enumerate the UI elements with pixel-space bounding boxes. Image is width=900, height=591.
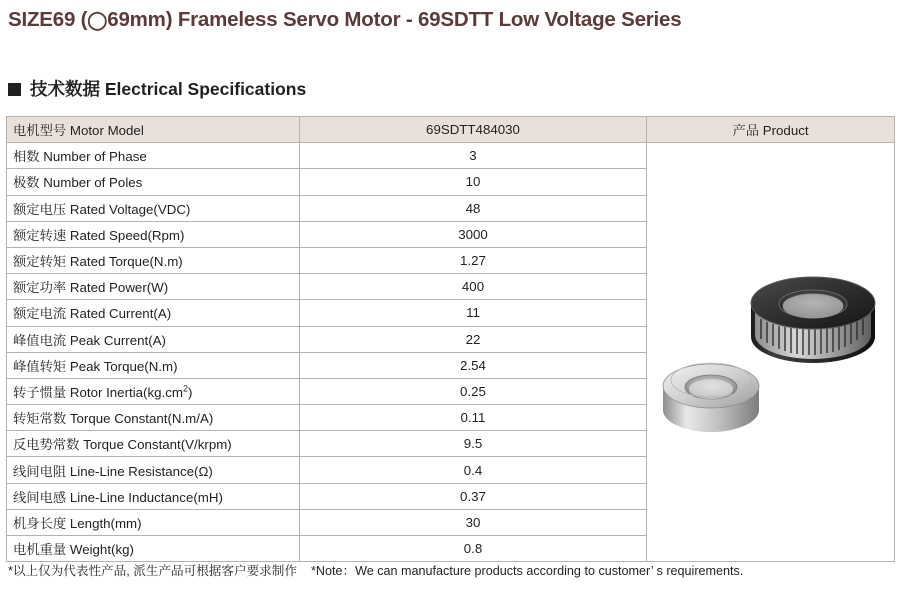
row-value: 0.25 xyxy=(300,378,647,404)
row-label: 额定转速 Rated Speed(Rpm) xyxy=(7,221,300,247)
row-value: 400 xyxy=(300,274,647,300)
footnote-chinese: *以上仅为代表性产品, 派生产品可根据客户要求制作 xyxy=(8,564,297,578)
page-title-prefix: SIZE69 ( xyxy=(8,8,88,31)
square-bullet-icon xyxy=(8,83,21,96)
footnote xyxy=(8,560,743,579)
row-label: 电机重量 Weight(kg) xyxy=(7,536,300,562)
row-value: 3000 xyxy=(300,221,647,247)
row-value: 48 xyxy=(300,195,647,221)
section-heading xyxy=(8,76,306,101)
product-illustration xyxy=(647,143,893,561)
row-label: 峰值转矩 Peak Torque(N.m) xyxy=(7,352,300,378)
row-value: 10 xyxy=(300,169,647,195)
small-rotor-ring-image xyxy=(659,358,763,444)
circle-symbol-icon: ◯ xyxy=(87,10,108,30)
row-label: 线间电感 Line-Line Inductance(mH) xyxy=(7,483,300,509)
row-label: 额定电压 Rated Voltage(VDC) xyxy=(7,195,300,221)
row-label: 反电势常数 Torque Constant(V/krpm) xyxy=(7,431,300,457)
superscript-two: 2 xyxy=(182,383,188,394)
page-title xyxy=(8,8,681,32)
column-header-model: 电机型号 Motor Model xyxy=(7,117,300,143)
row-value: 0.37 xyxy=(300,483,647,509)
table-row xyxy=(7,143,895,169)
row-value: 3 xyxy=(300,143,647,169)
row-label: 峰值电流 Peak Current(A) xyxy=(7,326,300,352)
row-label: 极数 Number of Poles xyxy=(7,169,300,195)
row-label-text: 转子惯量 Rotor Inertia(kg.cm xyxy=(13,384,183,400)
large-motor-ring-image xyxy=(747,273,879,381)
row-label: 额定电流 Rated Current(A) xyxy=(7,300,300,326)
table-header-row xyxy=(7,117,895,143)
row-label: 额定功率 Rated Power(W) xyxy=(7,274,300,300)
row-value: 22 xyxy=(300,326,647,352)
column-header-product: 产品 Product xyxy=(647,117,895,143)
row-label: 相数 Number of Phase xyxy=(7,143,300,169)
row-value: 9.5 xyxy=(300,431,647,457)
column-header-value: 69SDTT484030 xyxy=(300,117,647,143)
row-label-rotor-inertia xyxy=(7,378,300,404)
specifications-table-wrapper xyxy=(6,116,894,562)
section-heading-label: 技术数据 Electrical Specifications xyxy=(30,79,307,99)
specifications-table xyxy=(6,116,895,562)
footnote-english: *Note：We can manufacture products according to customer’ s requirements. xyxy=(310,564,744,578)
row-value: 2.54 xyxy=(300,352,647,378)
row-label: 额定转矩 Rated Torque(N.m) xyxy=(7,247,300,273)
row-label: 转矩常数 Torque Constant(N.m/A) xyxy=(7,405,300,431)
row-value: 11 xyxy=(300,300,647,326)
row-value: 0.4 xyxy=(300,457,647,483)
page-title-suffix: 69mm) Frameless Servo Motor - 69SDTT Low Voltage Series xyxy=(107,8,682,31)
row-label: 线间电阻 Line-Line Resistance(Ω) xyxy=(7,457,300,483)
product-image-cell xyxy=(647,143,895,562)
row-value: 1.27 xyxy=(300,247,647,273)
row-value: 0.11 xyxy=(300,405,647,431)
row-value: 30 xyxy=(300,509,647,535)
row-label: 机身长度 Length(mm) xyxy=(7,509,300,535)
row-value: 0.8 xyxy=(300,536,647,562)
row-label-tail: ) xyxy=(187,384,193,400)
